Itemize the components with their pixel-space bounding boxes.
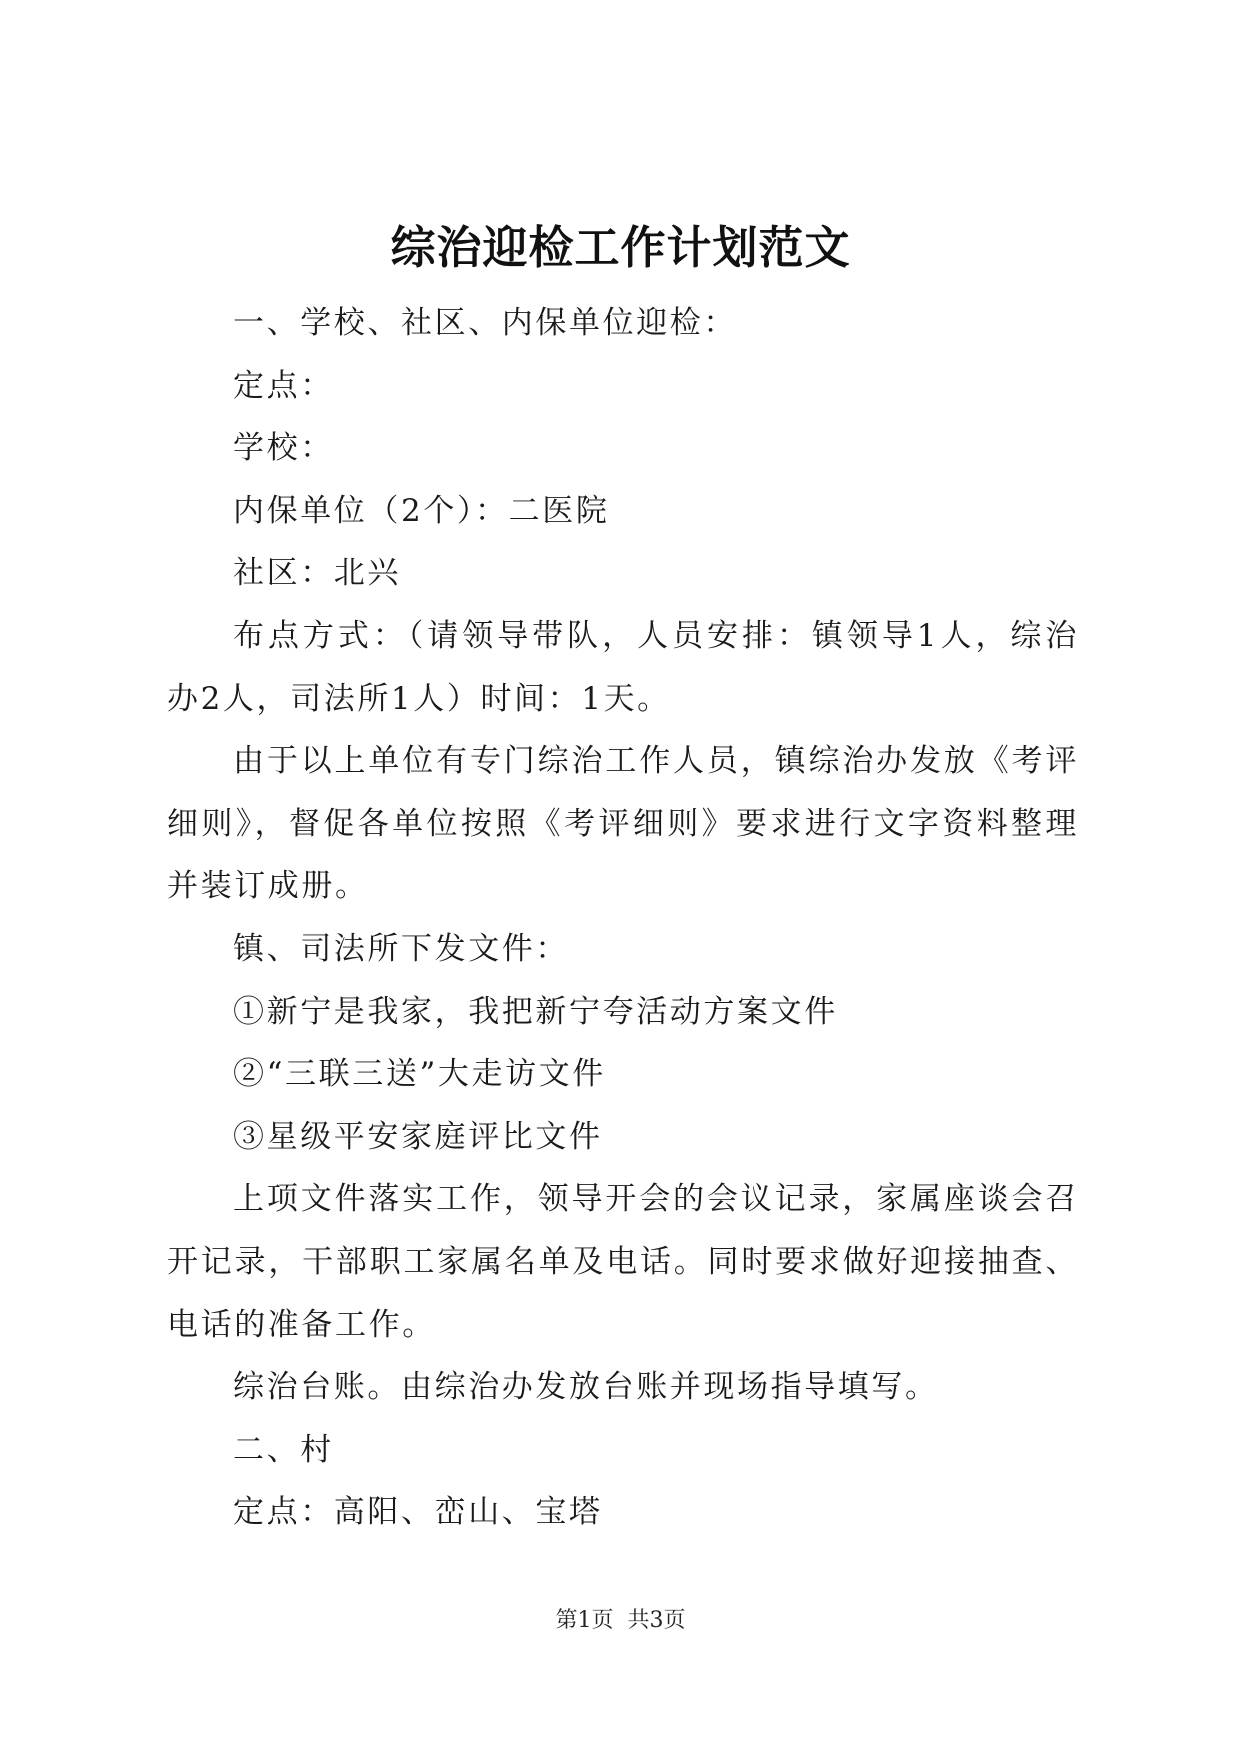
paragraph-village-fixed-points: 定点：高阳、峦山、宝塔: [233, 1494, 603, 1531]
paragraph-deployment-method: 布点方式：（请领导带队，人员安排：镇领导1人，综治办2人，司法所1人）时间：1天。: [167, 617, 1079, 717]
paragraph-community: 社区：北兴: [233, 555, 401, 592]
page-footer: 第1页 共3页: [555, 1608, 686, 1633]
paragraph-section-two-heading: 二、村: [233, 1431, 334, 1468]
paragraph-document-item-3: ③星级平安家庭评比文件: [233, 1118, 603, 1155]
paragraph-section-one-heading: 一、学校、社区、内保单位迎检：: [233, 305, 737, 341]
paragraph-document-item-2: ②“三联三送”大走访文件: [233, 1056, 606, 1093]
document-title: 综治迎检工作计划范文: [390, 221, 851, 274]
paragraph-fixed-points: 定点：: [233, 367, 334, 404]
document-body: [167, 292, 1079, 1544]
paragraph-implementation: 上项文件落实工作，领导开会的会议记录，家属座谈会召开记录，干部职工家属名单及电话。同时要求做好迎接抽查、电话的准备工作。: [167, 1181, 1079, 1343]
paragraph-internal-security-units: 内保单位（2个）：二医院: [233, 492, 610, 529]
paragraph-ledger: 综治台账。由综治办发放台账并现场指导填写。: [233, 1369, 939, 1406]
paragraph-evaluation-rules: 由于以上单位有专门综治工作人员，镇综治办发放《考评细则》，督促各单位按照《考评细则》要求进行文字资料整理并装订成册。: [167, 743, 1079, 905]
paragraph-issued-documents-heading: 镇、司法所下发文件：: [233, 930, 569, 967]
paragraph-schools: 学校：: [233, 430, 334, 467]
paragraph-document-item-1: ①新宁是我家，我把新宁夸活动方案文件: [233, 993, 838, 1030]
